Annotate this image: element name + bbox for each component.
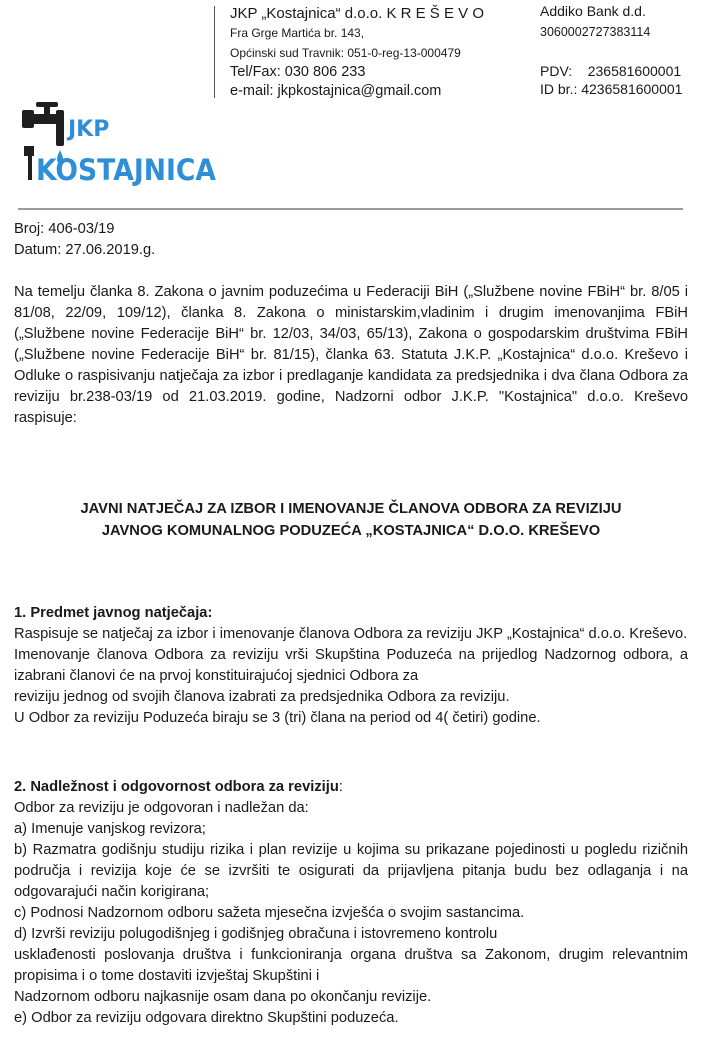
bank-account: 3060002727383114 (540, 25, 651, 39)
section-1 (14, 603, 688, 729)
item-a: a) Imenuje vanjskog revizora; (14, 821, 206, 837)
email: e-mail: jkpkostajnica@gmail.com (230, 83, 442, 99)
section-1-heading: 1. Predmet javnog natječaja: (14, 605, 213, 621)
section-1-p2b: reviziju jednog od svojih članova izabrati za predsjednika Odbora za reviziju. (14, 689, 510, 705)
header-divider (214, 6, 215, 98)
item-d-line3: Nadzornom odboru najkasnije osam dana po okončanju revizije. (14, 989, 432, 1005)
section-1-p2a: Imenovanje članova Odbora za reviziju vrši Skupština Poduzeća na prijedlog Nadzornog odbora, a izabrani članovi će na prvoj konstituirajućoj sjednici Odbora za (14, 647, 688, 684)
company-logo (20, 100, 220, 196)
document-title (14, 498, 688, 542)
bank-name: Addiko Bank d.d. (540, 3, 646, 19)
section-2-heading: 2. Nadležnost i odgovornost odbora za reviziju (14, 779, 339, 795)
reference-number: Broj: 406-03/19 (14, 221, 115, 237)
pdv-number: PDV: 236581600001 (540, 63, 682, 79)
header-rule (18, 208, 683, 210)
id-number: ID br.: 4236581600001 (540, 81, 683, 97)
faucet-icon (20, 100, 220, 196)
title-line-2: JAVNOG KOMUNALNOG PODUZEĆA „KOSTAJNICA“ D.O.O. KREŠEVO (101, 523, 601, 539)
court-registration: Općinski sud Travnik: 051-0-reg-13-000479 (230, 46, 461, 60)
item-b: b) Razmatra godišnju studiju rizika i plan revizije u kojima su prikazane pojedinosti u pogledu rizičnih područja i revizija koje će se izvršiti te osigurati da prijavljena pitanja budu bez odlaganja i na odgovarajući način korigirana; (14, 842, 688, 900)
tel-fax: Tel/Fax: 030 806 233 (230, 64, 366, 80)
item-d-line1: d) Izvrši reviziju polugodišnjeg i godišnjeg obračuna i istovremeno kontrolu (14, 926, 498, 942)
bank-info (540, 2, 682, 98)
logo-big-text: KOSTAJNICA (36, 153, 217, 187)
document-meta (14, 219, 688, 261)
section-2-intro: Odbor za reviziju je odgovoran i nadležan da: (14, 800, 309, 816)
section-1-p3: U Odbor za reviziju Poduzeća biraju se 3 (tri) člana na period od 4( četiri) godine. (14, 710, 541, 726)
title-line-1: JAVNI NATJEČAJ ZA IZBOR I IMENOVANJE ČLANOVA ODBORA ZA REVIZIJU (80, 501, 622, 517)
intro-paragraph: Na temelju članka 8. Zakona o javnim poduzećima u Federaciji BiH („Službene novine FBiH“ br. 8/05 i 81/08, 22/09, 109/12), članka 8. Zakona o ministarskim,vladinim i drugim imenovanjima FBiH („Službene novine Federacije BiH“ br. 12/03, 34/03, 65/13), Zakona o gospodarskim društvima FBiH („Službene novine Federacije BiH“ br. 81/15), članka 63. Statuta J.K.P. „Kostajnica“ d.o.o. Kreševo i Odluke o raspisivanju natječaja za izbor i predlaganje kandidata za predsjednika i dva člana Odbora za reviziju br.238-03/19 od 21.03.2019. godine, Nadzorni odbor J.K.P. "Kostajnica" d.o.o. Kreševo raspisuje: (14, 284, 688, 426)
document-date: Datum: 27.06.2019.g. (14, 242, 156, 258)
company-letterhead (230, 4, 484, 101)
item-e: e) Odbor za reviziju odgovara direktno Skupštini poduzeća. (14, 1010, 399, 1026)
section-2: 2. Nadležnost i odgovornost odbora za reviziju: Odbor za reviziju je odgovoran i nadležan da: a) Imenuje vanjskog revizora; b) Razmatra godišnju studiju rizika i plan revizije u kojima su prikazane pojedinosti u pogledu rizičnih područja i revizija koje će se izvršiti te osigurati da prijavljena pitanja budu bez odlaganja i na odgovarajući način korigirana; c) Podnosi Nadzornom odboru sažeta mjesečna izvješća o svojim sastancima. d) Izvrši reviziju polugodišnjeg i godišnjeg obračuna i istovremeno kontrolu usklađenosti poslovanja društva i funkcioniranja organa društva sa Zakonom, drugim relevantnim propisima i o tome dostaviti izvještaj Skupštini i Nadzornom odboru najkasnije osam dana po okončanju revizije. e) Odbor za reviziju odgovara direktno Skupštini poduzeća. (14, 777, 688, 1029)
item-d-line2: usklađenosti poslovanja društva i funkcioniranja organa društva sa Zakonom, drugim relevantnim propisima i o tome dostaviti izvještaj Skupštini i (14, 947, 688, 984)
company-address: Fra Grge Martića br. 143, (230, 26, 365, 40)
item-c: c) Podnosi Nadzornom odboru sažeta mjesečna izvješća o svojim sastancima. (14, 905, 525, 921)
company-name: JKP „Kostajnica“ d.o.o. K R E Š E V O (230, 5, 484, 22)
section-1-p1: Raspisuje se natječaj za izbor i imenovanje članova Odbora za reviziju JKP „Kostajnica“ d.o.o. Kreševo. (14, 626, 688, 642)
logo-small-text: JKP (68, 117, 110, 142)
